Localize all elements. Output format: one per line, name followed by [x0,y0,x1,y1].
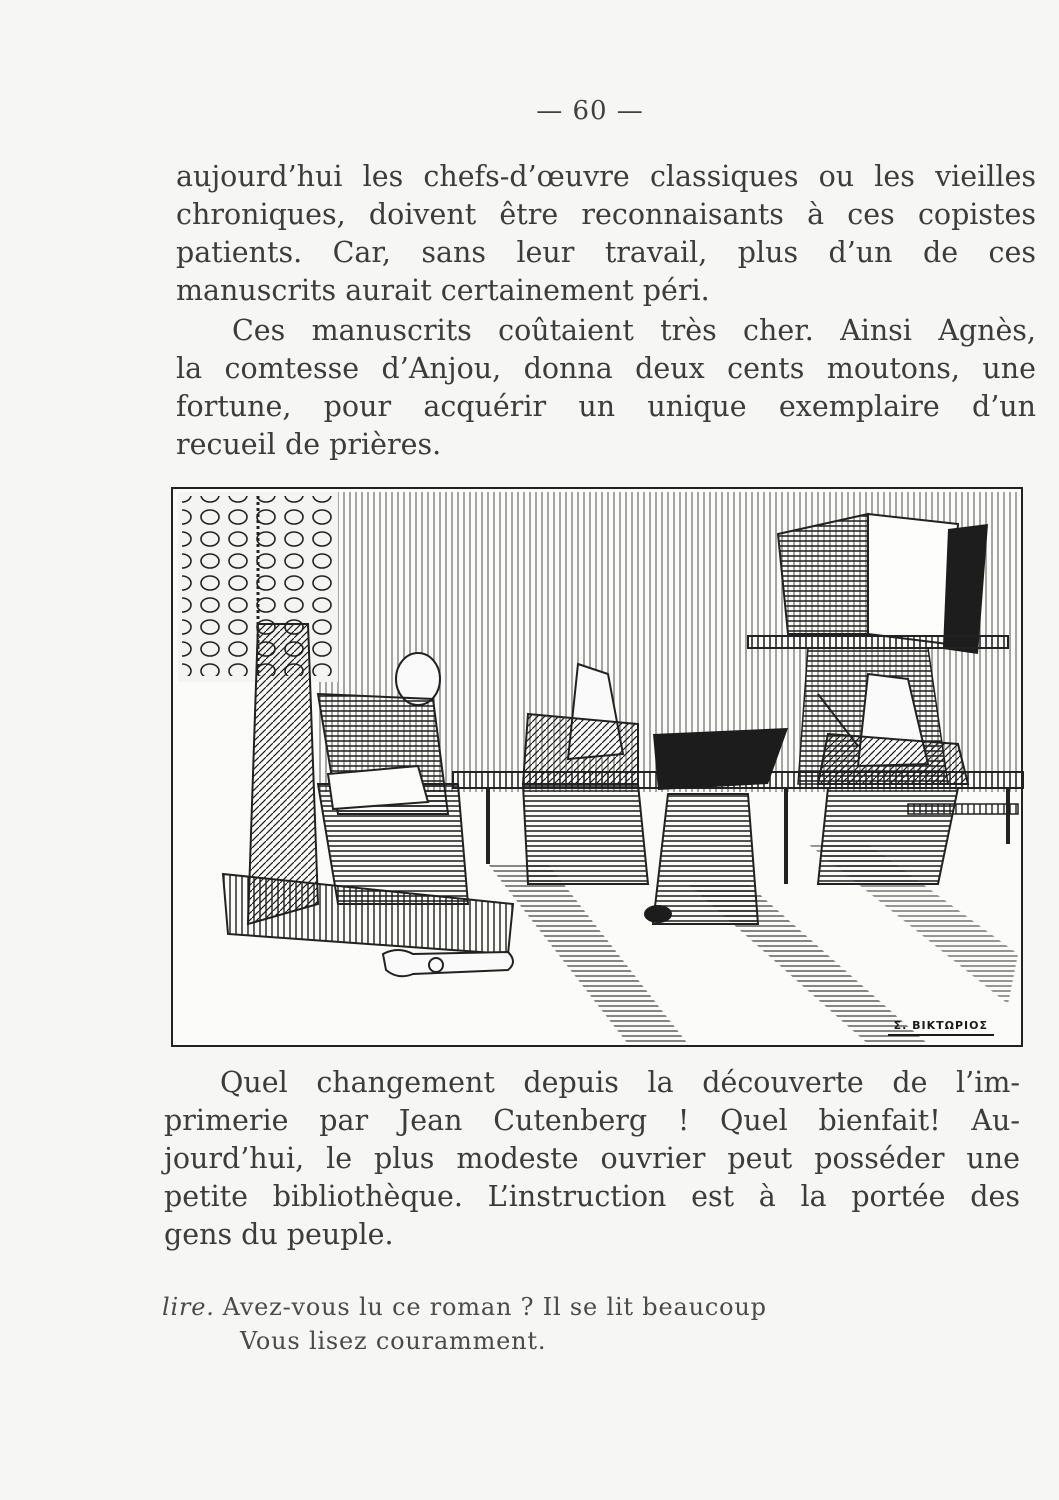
text-line: chroniques, doivent être reconnaisants à ces copistes [176,198,1036,231]
text-line: fortune, pour acquérir un unique exemplaire d’un [176,390,1036,423]
text-line: Quel changement depuis la découverte de l’im- [220,1066,1020,1099]
text-line: jourd’hui, le plus modeste ouvrier peut posséder une [164,1142,1020,1175]
text-line: la comtesse d’Anjou, donna deux cents moutons, une [176,352,1036,385]
text-line: Ces manuscrits coûtaient très cher. Ainsi Agnès, [232,314,1036,347]
text-line: petite bibliothèque. L’instruction est à la portée des [164,1180,1020,1213]
illustration-drawing [168,484,1026,1050]
text-line: primerie par Jean Cutenberg ! Quel bienfait! Au- [164,1104,1020,1137]
vocabulary-exercise [162,1290,922,1358]
monks-scriptorium-illustration [168,484,1026,1050]
illustrator-signature: Σ. ΒΙΚΤΩΡΙΟΣ [888,1019,994,1036]
exercise-line-1: Avez-vous lu ce roman ? Il se lit beaucoup [222,1293,767,1321]
text-line: manuscrits aurait certainement péri. [176,274,710,307]
text-line: recueil de prières. [176,428,442,461]
text-line: aujourd’hui les chefs-d’œuvre classiques ou les vieilles [176,160,1036,193]
text-line: patients. Car, sans leur travail, plus d’un de ces [176,236,1036,269]
exercise-line-2: Vous lisez couramment. [240,1327,547,1355]
paragraph-printing [164,1064,1020,1254]
exercise-keyword: lire. [162,1293,215,1321]
paragraph-copyists [176,158,1036,310]
paragraph-manuscript-cost [176,312,1036,464]
text-line: gens du peuple. [164,1218,394,1251]
page-number: — 60 — [536,96,644,126]
